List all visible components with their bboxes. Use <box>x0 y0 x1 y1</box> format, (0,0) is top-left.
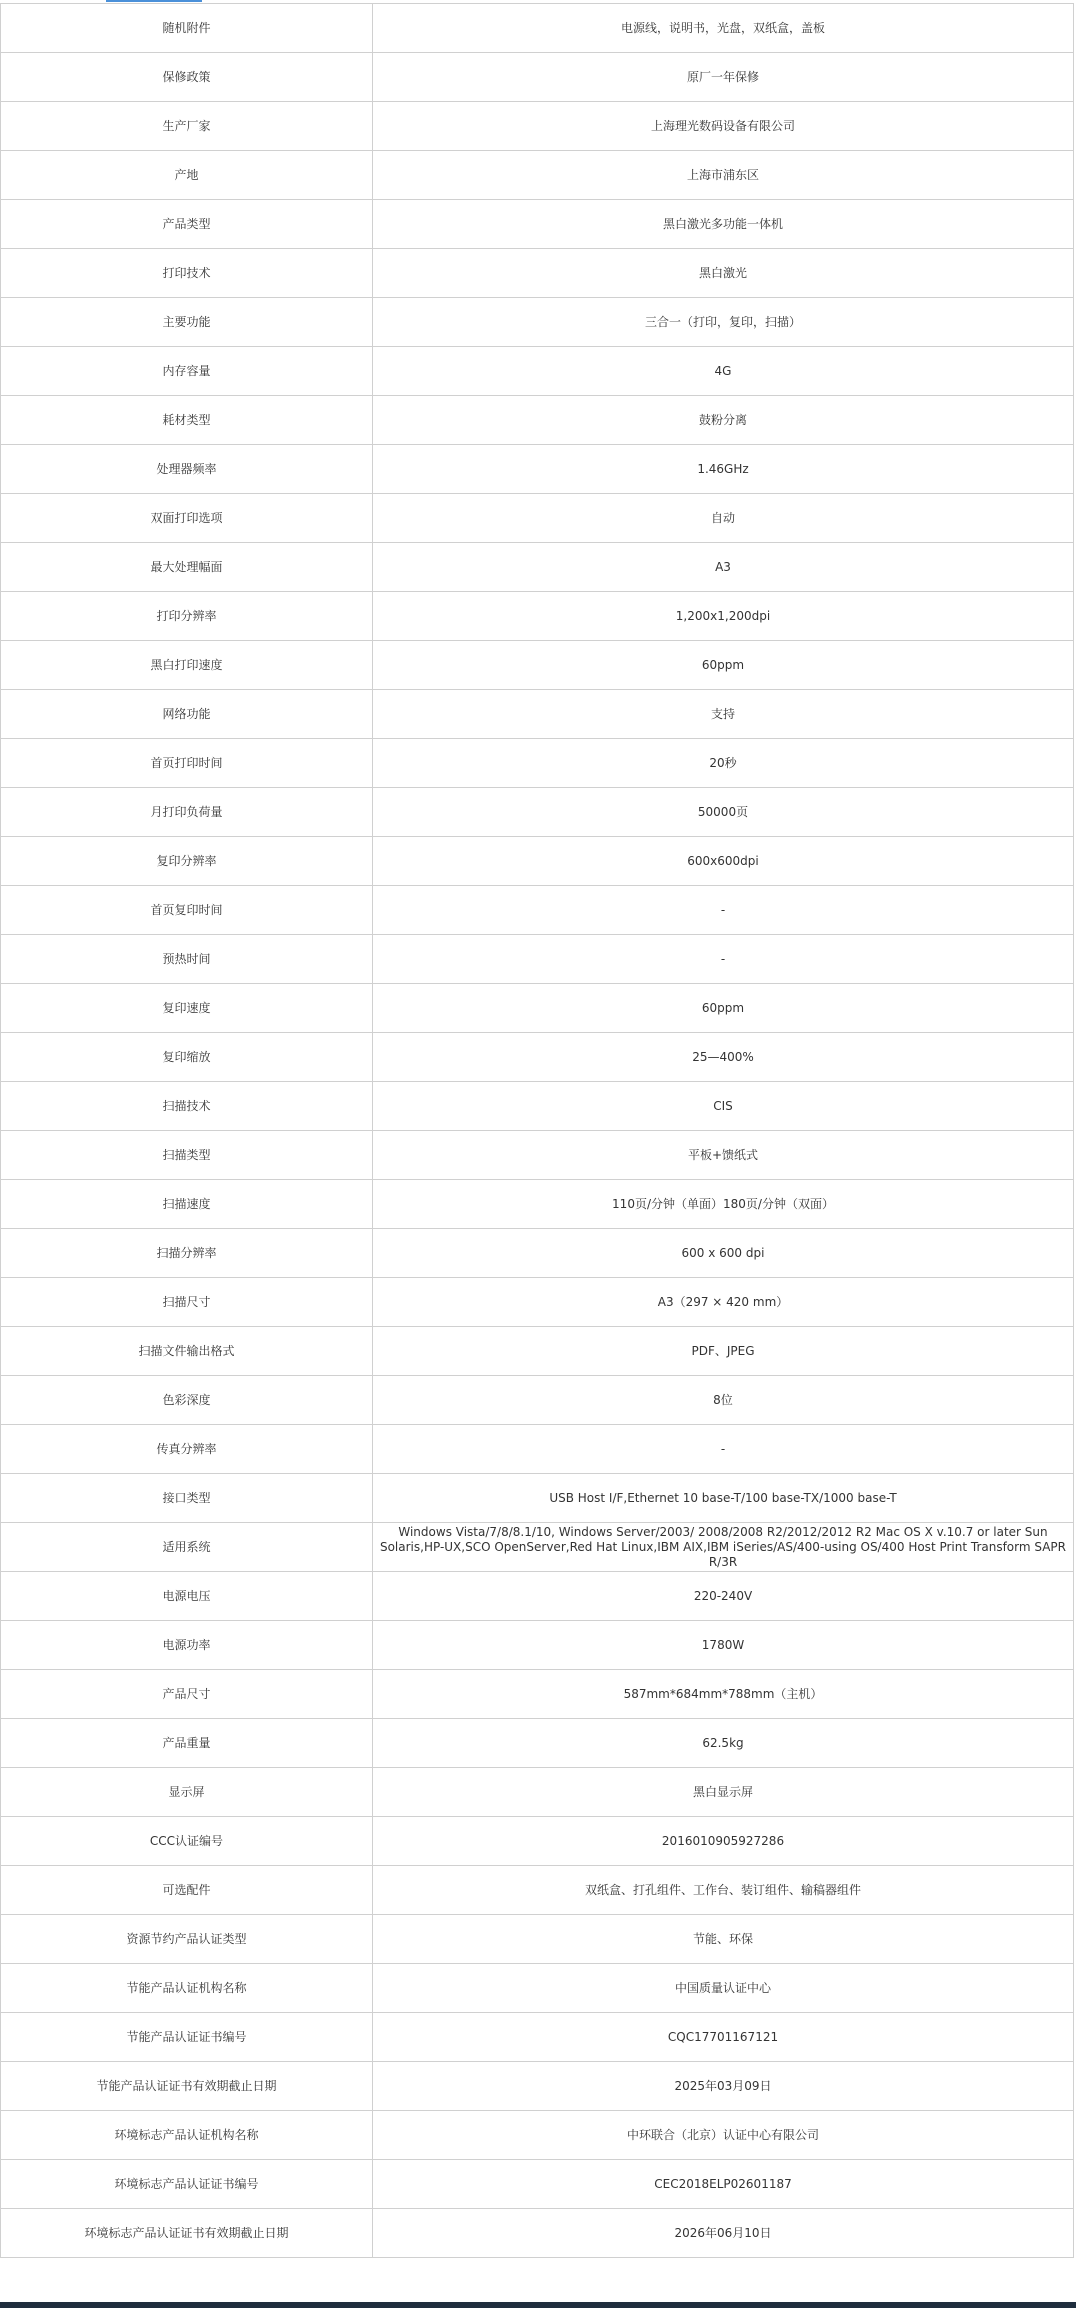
spec-label: 最大处理幅面 <box>1 543 373 592</box>
spec-value: Windows Vista/7/8/8.1/10, Windows Server/2003/ 2008/2008 R2/2012/2012 R2 Mac OS X v.10.7 or later Sun Solaris,HP-UX,SCO OpenServer,Red Hat Linux,IBM AIX,IBM iSeries/AS/400-using OS/400 Host Print Transform SAPR R/3R <box>373 1523 1074 1572</box>
spec-row <box>1 1327 1074 1376</box>
spec-row <box>1 1229 1074 1278</box>
spec-value: 支持 <box>373 690 1074 739</box>
spec-label: 内存容量 <box>1 347 373 396</box>
spec-row <box>1 494 1074 543</box>
spec-table-body <box>1 4 1074 2258</box>
spec-value: 自动 <box>373 494 1074 543</box>
spec-value: 4G <box>373 347 1074 396</box>
spec-label: 电源电压 <box>1 1572 373 1621</box>
spec-label: 复印分辨率 <box>1 837 373 886</box>
bottom-bar <box>0 2302 1076 2308</box>
spec-label: 预热时间 <box>1 935 373 984</box>
spec-value: CQC17701167121 <box>373 2013 1074 2062</box>
spec-row <box>1 1523 1074 1572</box>
spec-row <box>1 837 1074 886</box>
spec-value: 220-240V <box>373 1572 1074 1621</box>
spec-label: 首页打印时间 <box>1 739 373 788</box>
spec-label: 节能产品认证证书编号 <box>1 2013 373 2062</box>
spec-label: 网络功能 <box>1 690 373 739</box>
spec-label: 随机附件 <box>1 4 373 53</box>
spec-row <box>1 1915 1074 1964</box>
spec-value: - <box>373 1425 1074 1474</box>
spec-row <box>1 151 1074 200</box>
spec-value: 节能、环保 <box>373 1915 1074 1964</box>
spec-row <box>1 4 1074 53</box>
spec-row <box>1 1376 1074 1425</box>
spec-value: PDF、JPEG <box>373 1327 1074 1376</box>
spec-row <box>1 2209 1074 2258</box>
spec-label: 资源节约产品认证类型 <box>1 1915 373 1964</box>
spec-value: 上海理光数码设备有限公司 <box>373 102 1074 151</box>
spec-value: - <box>373 935 1074 984</box>
spec-row <box>1 2160 1074 2209</box>
spec-row <box>1 1670 1074 1719</box>
spec-value: 黑白激光多功能一体机 <box>373 200 1074 249</box>
spec-row <box>1 1964 1074 2013</box>
spec-value: 中环联合（北京）认证中心有限公司 <box>373 2111 1074 2160</box>
spec-row <box>1 1866 1074 1915</box>
spec-row <box>1 53 1074 102</box>
spec-row <box>1 1768 1074 1817</box>
spec-value: 平板+馈纸式 <box>373 1131 1074 1180</box>
spec-row <box>1 788 1074 837</box>
spec-value: 2025年03月09日 <box>373 2062 1074 2111</box>
spec-label: 扫描速度 <box>1 1180 373 1229</box>
spec-value: 上海市浦东区 <box>373 151 1074 200</box>
spec-value: A3（297 × 420 mm） <box>373 1278 1074 1327</box>
spec-row <box>1 935 1074 984</box>
spec-value: 62.5kg <box>373 1719 1074 1768</box>
spec-label: 产品重量 <box>1 1719 373 1768</box>
spec-value: 黑白激光 <box>373 249 1074 298</box>
spec-value: 25—400% <box>373 1033 1074 1082</box>
spec-row <box>1 249 1074 298</box>
spec-value: 20秒 <box>373 739 1074 788</box>
spec-row <box>1 1719 1074 1768</box>
spec-label: 节能产品认证证书有效期截止日期 <box>1 2062 373 2111</box>
spec-label: 扫描尺寸 <box>1 1278 373 1327</box>
spec-row <box>1 1180 1074 1229</box>
spec-label: 可选配件 <box>1 1866 373 1915</box>
spec-row <box>1 592 1074 641</box>
spec-value: 60ppm <box>373 984 1074 1033</box>
spec-label: 耗材类型 <box>1 396 373 445</box>
spec-row <box>1 641 1074 690</box>
spec-label: 产品类型 <box>1 200 373 249</box>
spec-value: 1780W <box>373 1621 1074 1670</box>
spec-value: 双纸盒、打孔组件、工作台、装订组件、输稿器组件 <box>373 1866 1074 1915</box>
spec-row <box>1 298 1074 347</box>
spec-value: 600 x 600 dpi <box>373 1229 1074 1278</box>
spec-label: 传真分辨率 <box>1 1425 373 1474</box>
spec-label: 节能产品认证机构名称 <box>1 1964 373 2013</box>
spec-label: 保修政策 <box>1 53 373 102</box>
spec-label: 产品尺寸 <box>1 1670 373 1719</box>
spec-label: 处理器频率 <box>1 445 373 494</box>
spec-row <box>1 445 1074 494</box>
active-tab-indicator <box>106 0 202 2</box>
spec-label: 扫描技术 <box>1 1082 373 1131</box>
spec-label: 黑白打印速度 <box>1 641 373 690</box>
spec-row <box>1 396 1074 445</box>
spec-row <box>1 2062 1074 2111</box>
spec-label: 扫描分辨率 <box>1 1229 373 1278</box>
spec-value: 鼓粉分离 <box>373 396 1074 445</box>
spec-value: 8位 <box>373 1376 1074 1425</box>
spec-label: 电源功率 <box>1 1621 373 1670</box>
spec-label: 扫描文件输出格式 <box>1 1327 373 1376</box>
spec-row <box>1 2111 1074 2160</box>
spec-value: A3 <box>373 543 1074 592</box>
spec-value: USB Host I/F,Ethernet 10 base-T/100 base-TX/1000 base-T <box>373 1474 1074 1523</box>
spec-label: 月打印负荷量 <box>1 788 373 837</box>
spec-row <box>1 1033 1074 1082</box>
spec-label: 显示屏 <box>1 1768 373 1817</box>
spec-label: 接口类型 <box>1 1474 373 1523</box>
spec-row <box>1 200 1074 249</box>
spec-label: 生产厂家 <box>1 102 373 151</box>
spec-value: CEC2018ELP02601187 <box>373 2160 1074 2209</box>
spec-label: 首页复印时间 <box>1 886 373 935</box>
spec-value: 电源线，说明书，光盘，双纸盒，盖板 <box>373 4 1074 53</box>
spec-row <box>1 1425 1074 1474</box>
spec-table <box>0 3 1074 2258</box>
spec-label: 打印技术 <box>1 249 373 298</box>
spec-row <box>1 1082 1074 1131</box>
spec-value: 110页/分钟（单面）180页/分钟（双面） <box>373 1180 1074 1229</box>
spec-value: 1,200x1,200dpi <box>373 592 1074 641</box>
spec-value: 2016010905927286 <box>373 1817 1074 1866</box>
spec-row <box>1 543 1074 592</box>
spec-label: 打印分辨率 <box>1 592 373 641</box>
spec-value: 600x600dpi <box>373 837 1074 886</box>
spec-row <box>1 886 1074 935</box>
spec-row <box>1 1572 1074 1621</box>
spec-value: 中国质量认证中心 <box>373 1964 1074 2013</box>
spec-row <box>1 347 1074 396</box>
spec-label: 复印速度 <box>1 984 373 1033</box>
spec-label: 扫描类型 <box>1 1131 373 1180</box>
spec-value: 50000页 <box>373 788 1074 837</box>
spec-row <box>1 1817 1074 1866</box>
spec-row <box>1 1131 1074 1180</box>
spec-row <box>1 690 1074 739</box>
spec-row <box>1 1474 1074 1523</box>
spec-label: 适用系统 <box>1 1523 373 1572</box>
spec-value: 三合一（打印，复印，扫描） <box>373 298 1074 347</box>
spec-label: 主要功能 <box>1 298 373 347</box>
spec-label: 双面打印选项 <box>1 494 373 543</box>
spec-row <box>1 1278 1074 1327</box>
spec-row <box>1 984 1074 1033</box>
spec-label: 环境标志产品认证证书有效期截止日期 <box>1 2209 373 2258</box>
spec-value: 黑白显示屏 <box>373 1768 1074 1817</box>
spec-label: 色彩深度 <box>1 1376 373 1425</box>
spec-label: CCC认证编号 <box>1 1817 373 1866</box>
spec-value: 2026年06月10日 <box>373 2209 1074 2258</box>
spec-row <box>1 739 1074 788</box>
spec-value: 1.46GHz <box>373 445 1074 494</box>
spec-value: 587mm*684mm*788mm（主机） <box>373 1670 1074 1719</box>
spec-label: 环境标志产品认证证书编号 <box>1 2160 373 2209</box>
spec-value: 原厂一年保修 <box>373 53 1074 102</box>
spec-value: - <box>373 886 1074 935</box>
spec-row <box>1 102 1074 151</box>
spec-row <box>1 1621 1074 1670</box>
spec-value: 60ppm <box>373 641 1074 690</box>
spec-label: 环境标志产品认证机构名称 <box>1 2111 373 2160</box>
spec-row <box>1 2013 1074 2062</box>
spec-label: 复印缩放 <box>1 1033 373 1082</box>
spec-label: 产地 <box>1 151 373 200</box>
spec-value: CIS <box>373 1082 1074 1131</box>
